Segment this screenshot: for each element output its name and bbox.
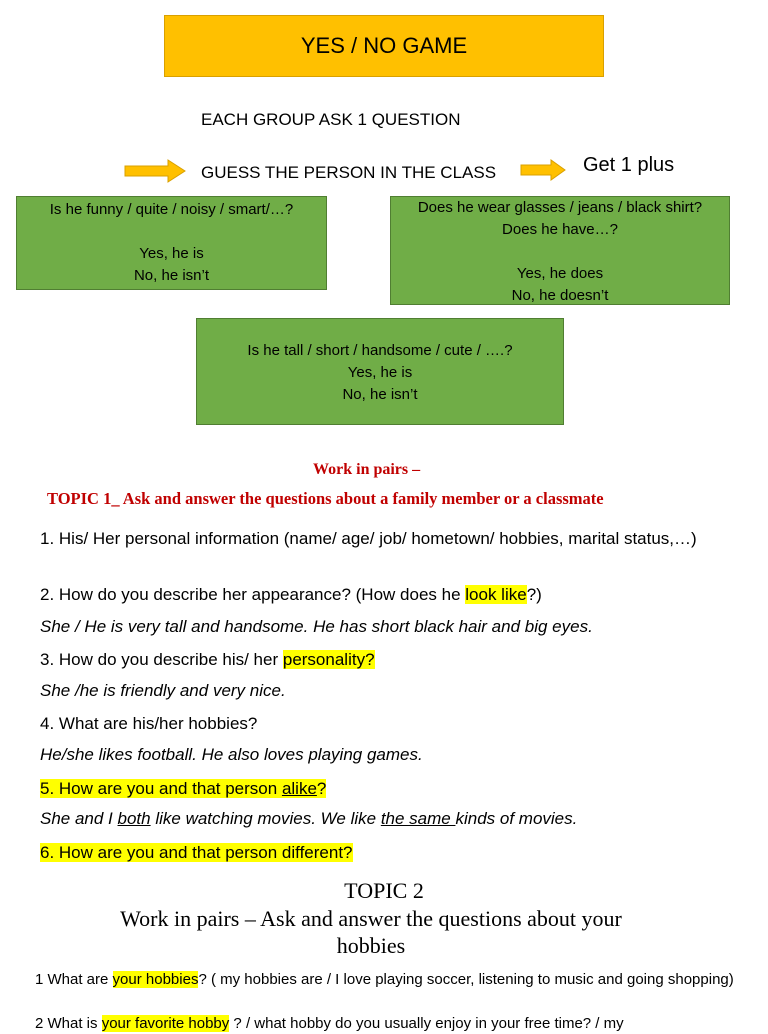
box-answer-no: No, he isn’t <box>133 267 210 284</box>
topic1-answer-4: He/she likes football. He also loves playing games. <box>40 745 423 764</box>
highlight-look-like: look like <box>465 585 527 604</box>
topic2-subtitle: Work in pairs – Ask and answer the questions about your <box>120 906 622 931</box>
reward-text: Get 1 plus <box>583 154 675 176</box>
topic2-title: TOPIC 2 <box>344 878 424 903</box>
question-box-appearance <box>196 318 564 425</box>
topic1-question-1: 1. His/ Her personal information (name/ age/ job/ hometown/ hobbies, marital status,…) <box>40 529 697 548</box>
game-title: YES / NO GAME <box>300 33 468 58</box>
topic1-answer-2: She / He is very tall and handsome. He has short black hair and big eyes. <box>40 617 593 636</box>
box-answer-yes: Yes, he is <box>347 364 413 381</box>
topic1-question-5: 5. How are you and that person alike? <box>40 779 327 798</box>
question-box-wear <box>390 196 730 305</box>
topic1-question-2: 2. How do you describe her appearance? (How does he look like?) <box>40 585 542 604</box>
topic2-question-2: 2 What is your favorite hobby ? / what hobby do you usually enjoy in your free time? / my <box>35 1015 624 1032</box>
question-box-personality <box>16 196 327 290</box>
topic1-question-6: 6. How are you and that person different? <box>40 843 353 862</box>
topic1-question-4: 4. What are his/her hobbies? <box>40 714 258 733</box>
box-answer-no: No, he doesn’t <box>511 287 609 304</box>
topic2-question-1: 1 What are your hobbies? ( my hobbies are / I love playing soccer, listening to music and going shopping) <box>35 971 734 988</box>
box-answer-yes: Yes, he does <box>516 265 604 282</box>
topic1-answer-5: She and I both like watching movies. We like the same kinds of movies. <box>40 809 578 828</box>
box-question: Does he wear glasses / jeans / black shirt? <box>417 199 703 216</box>
box-answer-no: No, he isn’t <box>342 386 418 403</box>
game-title-box <box>164 15 604 77</box>
highlight-your-hobbies: your hobbies <box>112 971 199 988</box>
topic1-heading: Work in pairs – <box>313 461 421 478</box>
instruction-ask: EACH GROUP ASK 1 QUESTION <box>201 110 461 129</box>
box-question-2: Does he have…? <box>502 221 618 238</box>
topic1-answer-3: She /he is friendly and very nice. <box>40 681 286 700</box>
box-question: Is he funny / quite / noisy / smart/…? <box>49 201 294 218</box>
box-answer-yes: Yes, he is <box>139 245 204 262</box>
box-question: Is he tall / short / handsome / cute / ….? <box>247 342 513 359</box>
right-arrow-icon <box>520 159 566 181</box>
topic1-title: TOPIC 1_ Ask and answer the questions about a family member or a classmate <box>47 489 604 508</box>
highlight-personality: personality? <box>282 650 375 669</box>
right-arrow-icon <box>124 159 186 183</box>
topic1-question-3: 3. How do you describe his/ her personality? <box>40 650 375 669</box>
topic2-subtitle-2: hobbies <box>336 933 406 958</box>
instruction-guess: GUESS THE PERSON IN THE CLASS <box>201 163 497 182</box>
